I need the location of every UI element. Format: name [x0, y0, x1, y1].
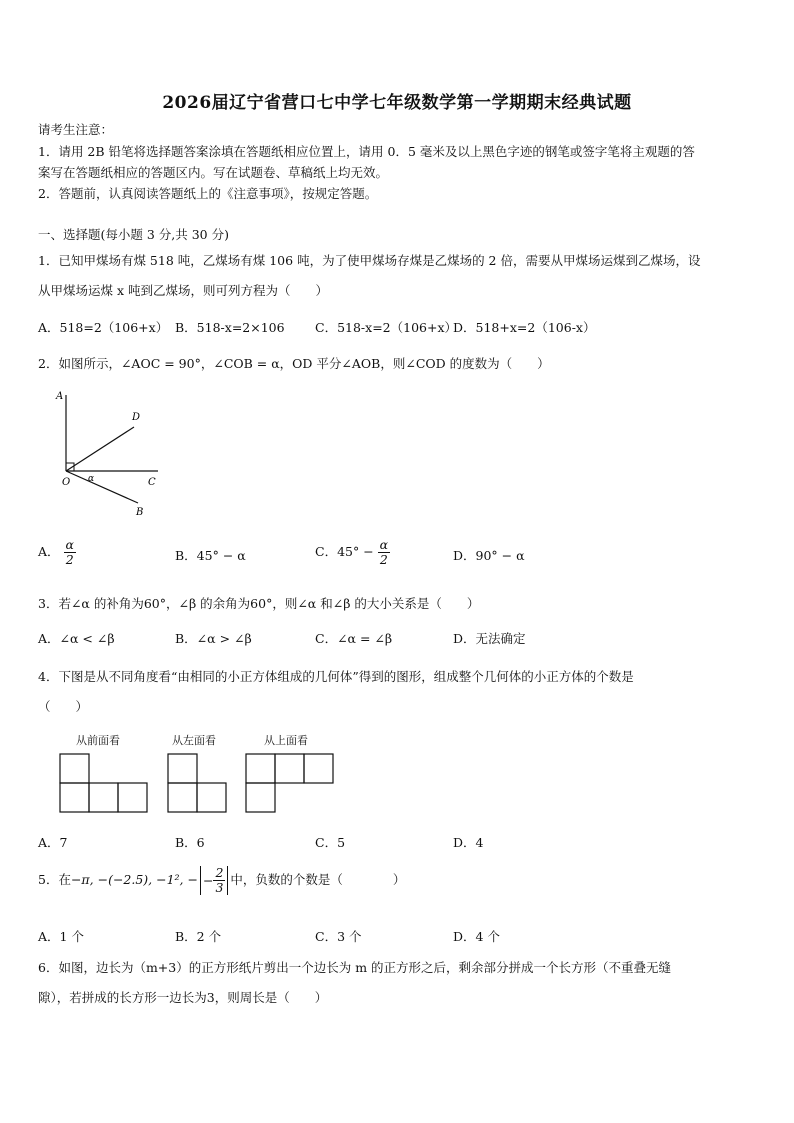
q5-option-d: D．4 个 [453, 929, 500, 944]
q6-text-line1: 6．如图，边长为（m+3）的正方形纸片剪出一个边长为 m 的正方形之后，剩余部分拼成一个长方形（不重叠无缝 [38, 960, 672, 975]
q1-option-c: C．518-x=2（106+x） [315, 320, 458, 335]
q3-option-b: B．∠α > ∠β [175, 631, 252, 646]
q1-option-d: D．518+x=2（106-x） [453, 320, 596, 335]
q3-text: 3．若∠α 的补角为60°，∠β 的余角为60°，则∠α 和∠β 的大小关系是（ ） [38, 596, 480, 611]
q5-option-c: C．3 个 [315, 929, 362, 944]
q5-option-b: B．2 个 [175, 929, 222, 944]
q4-three-views-figure [58, 752, 338, 814]
q4-view-front-label: 从前面看 [76, 734, 120, 747]
q2-label-alpha: α [88, 474, 95, 484]
q4-option-a: A．7 [38, 835, 68, 850]
q2-option-d: D．90° − α [453, 548, 525, 563]
q2-option-a: A． $\frac{\alpha}{2}$ [38, 537, 74, 567]
q2-label-d: D [132, 412, 141, 423]
page-title: 2026届辽宁省营口七中学七年级数学第一学期期末经典试题 [162, 93, 632, 113]
q1-text-line1: 1．已知甲煤场有煤 518 吨，乙煤场有煤 106 吨，为了使甲煤场存煤是乙煤场的 2 倍，需要从甲煤场运煤到乙煤场，设 [38, 253, 701, 268]
q2-text: 2．如图所示，∠AOC = 90°，∠COB = α，OD 平分∠AOB，则∠COD 的度数为（ ） [38, 356, 550, 371]
q4-text-line1: 4．下图是从不同角度看“由相同的小正方体组成的几何体”得到的图形，组成整个几何体的小正方体的个数是 [38, 669, 634, 684]
q4-option-b: B．6 [175, 835, 205, 850]
q3-option-d: D．无法确定 [453, 631, 526, 646]
notice-line-2: 2．答题前，认真阅读答题纸上的《注意事项》，按规定答题。 [38, 186, 378, 201]
q4-option-c: C．5 [315, 835, 346, 850]
q1-option-b: B．518-x=2×106 [175, 320, 285, 335]
section-heading: 一、选择题(每小题 3 分,共 30 分) [38, 227, 229, 242]
q2-angle-figure [50, 385, 170, 520]
q2-label-o: O [62, 477, 71, 488]
q4-front-view [60, 754, 147, 812]
notice-line-1a: 1．请用 2B 铅笔将选择题答案涂填在答题纸相应位置上，请用 0．5 毫米及以上黑色字迹的钢笔或签字笔将主观题的答 [38, 144, 695, 159]
q3-option-c: C．∠α = ∠β [315, 631, 393, 646]
q2-label-c: C [148, 477, 156, 488]
q4-option-d: D．4 [453, 835, 484, 850]
q5-abs-value: − $\frac{2}{3}$ [200, 866, 228, 895]
q1-option-a: A．518=2（106+x） [38, 320, 169, 335]
q4-view-left-label: 从左面看 [172, 734, 216, 747]
q2-label-a: A [56, 391, 64, 402]
q5-option-a: A．1 个 [38, 929, 84, 944]
q4-text-line2: （ ） [38, 699, 89, 714]
q6-text-line2: 隙），若拼成的长方形一边长为3，则周长是（ ） [38, 990, 328, 1005]
q4-view-top-label: 从上面看 [264, 734, 308, 747]
q2-option-b: B．45° − α [175, 548, 246, 563]
q4-top-view [246, 754, 333, 812]
q4-left-view [168, 754, 226, 812]
q1-text-line2: 从甲煤场运煤 x 吨到乙煤场，则可列方程为（ ） [38, 283, 328, 298]
notice-heading: 请考生注意： [38, 122, 114, 137]
q5-text: 5．在−π, −(−2.5), −1², − − $\frac{2}{3}$ 中，负数的个数是（ ） [38, 865, 406, 895]
notice-line-1b: 案写在答题纸相应的答题区内。写在试题卷、草稿纸上均无效。 [38, 165, 389, 180]
q2-option-c: C．45° − $\frac{\alpha}{2}$ [315, 537, 389, 567]
q3-option-a: A．∠α < ∠β [38, 631, 115, 646]
q2-label-b: B [136, 507, 144, 518]
